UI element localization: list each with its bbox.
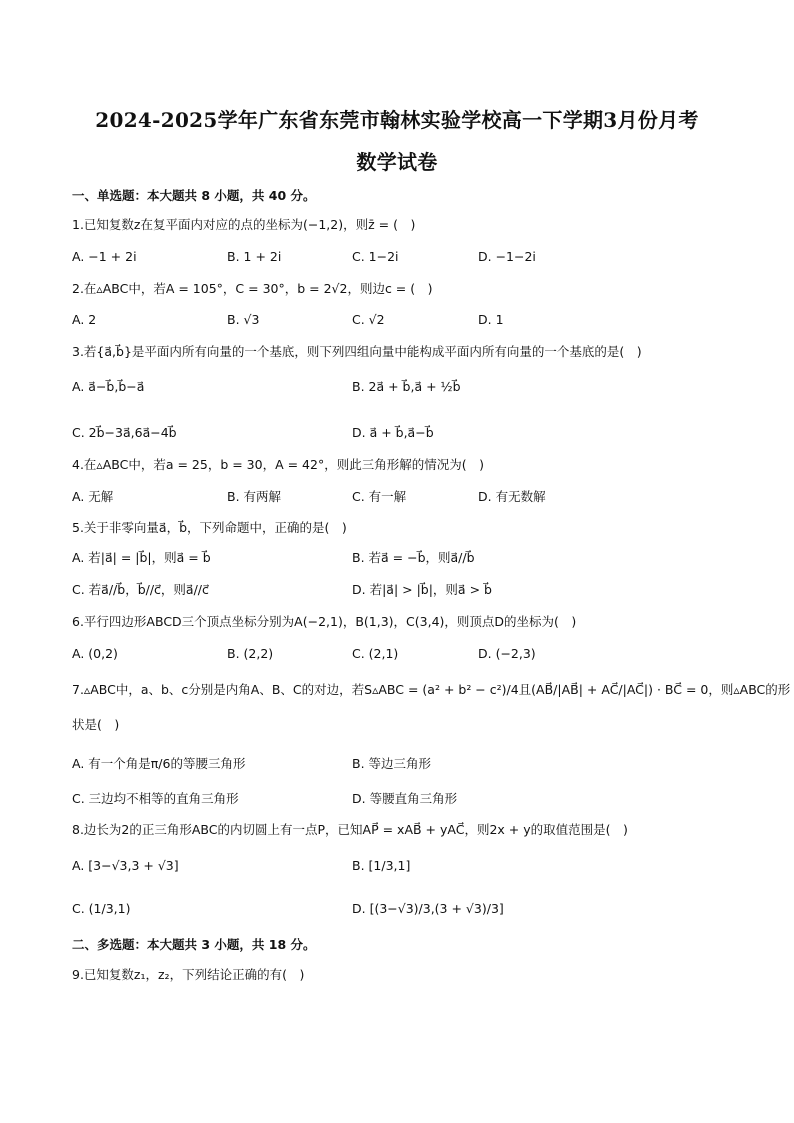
q5-option-a: A. 若|a⃗| = |b⃗|，则a⃗ = b⃗ [72, 550, 211, 565]
question-6-stem: 6.平行四边形ABCD三个顶点坐标分别为A(−2,1)，B(1,3)，C(3,4)，则顶点D的坐标为( ) [72, 614, 577, 629]
q5-option-d: D. 若|a⃗| > |b⃗|，则a⃗ > b⃗ [352, 582, 492, 597]
exam-subtitle: 数学试卷 [356, 150, 438, 174]
q2-option-a: A. 2 [72, 312, 97, 327]
question-2-stem: 2.在▵ABC中，若A = 105°，C = 30°，b = 2√2，则边c = ( ) [72, 281, 433, 296]
q3-option-c: C. 2b⃗−3a⃗,6a⃗−4b⃗ [72, 425, 177, 440]
question-9-stem: 9.已知复数z₁，z₂，下列结论正确的有( ) [72, 967, 305, 982]
q7-option-d: D. 等腰直角三角形 [352, 791, 458, 806]
q8-option-d: D. [(3−√3)/3,(3 + √3)/3] [352, 901, 504, 916]
q4-option-b: B. 有两解 [227, 489, 282, 504]
q2-option-c: C. √2 [352, 312, 385, 327]
q6-option-c: C. (2,1) [352, 646, 399, 661]
question-7-stem-continued: 状是( ) [72, 717, 120, 732]
q6-option-b: B. (2,2) [227, 646, 274, 661]
question-3-stem: 3.若{a⃗,b⃗}是平面内所有向量的一个基底，则下列四组向量中能构成平面内所有向量的一个基底的是( ) [72, 344, 642, 359]
q8-option-c: C. (1/3,1) [72, 901, 131, 916]
q1-option-c: C. 1−2i [352, 249, 399, 264]
q7-option-b: B. 等边三角形 [352, 756, 432, 771]
q1-option-a: A. −1 + 2i [72, 249, 137, 264]
q6-option-a: A. (0,2) [72, 646, 118, 661]
q6-option-d: D. (−2,3) [478, 646, 536, 661]
question-4-stem: 4.在▵ABC中，若a = 25，b = 30，A = 42°，则此三角形解的情况为( ) [72, 457, 484, 472]
section-heading-multiple-choice: 二、多选题：本大题共 3 小题，共 18 分。 [72, 937, 316, 952]
q4-option-d: D. 有无数解 [478, 489, 546, 504]
question-7-stem: 7.▵ABC中，a、b、c分别是内角A、B、C的对边，若S▵ABC = (a² + b² − c²)/4且(AB⃗/|AB⃗| + AC⃗/|AC⃗|) · BC⃗ = 0，则▵ABC的形 [72, 682, 791, 697]
section-heading-single-choice: 一、单选题：本大题共 8 小题，共 40 分。 [72, 188, 316, 203]
question-8-stem: 8.边长为2的正三角形ABC的内切圆上有一点P，已知AP⃗ = xAB⃗ + yAC⃗，则2x + y的取值范围是( ) [72, 822, 628, 837]
q7-option-c: C. 三边均不相等的直角三角形 [72, 791, 239, 806]
q3-option-d: D. a⃗ + b⃗,a⃗−b⃗ [352, 425, 434, 440]
q7-option-a: A. 有一个角是π/6的等腰三角形 [72, 756, 246, 771]
q8-option-a: A. [3−√3,3 + √3] [72, 858, 179, 873]
q8-option-b: B. [1/3,1] [352, 858, 411, 873]
exam-title: 2024-2025学年广东省东莞市翰林实验学校高一下学期3月份月考 [95, 108, 699, 132]
q3-option-a: A. a⃗−b⃗,b⃗−a⃗ [72, 379, 145, 394]
q2-option-d: D. 1 [478, 312, 504, 327]
q1-option-b: B. 1 + 2i [227, 249, 282, 264]
q2-option-b: B. √3 [227, 312, 260, 327]
q5-option-b: B. 若a⃗ = −b⃗，则a⃗//b⃗ [352, 550, 475, 565]
q4-option-a: A. 无解 [72, 489, 114, 504]
q5-option-c: C. 若a⃗//b⃗，b⃗//c⃗，则a⃗//c⃗ [72, 582, 209, 597]
q4-option-c: C. 有一解 [352, 489, 407, 504]
question-1-stem: 1.已知复数z在复平面内对应的点的坐标为(−1,2)，则z̄ = ( ) [72, 217, 416, 232]
q1-option-d: D. −1−2i [478, 249, 536, 264]
question-5-stem: 5.关于非零向量a⃗，b⃗，下列命题中，正确的是( ) [72, 520, 347, 535]
q3-option-b: B. 2a⃗ + b⃗,a⃗ + ½b⃗ [352, 379, 461, 394]
